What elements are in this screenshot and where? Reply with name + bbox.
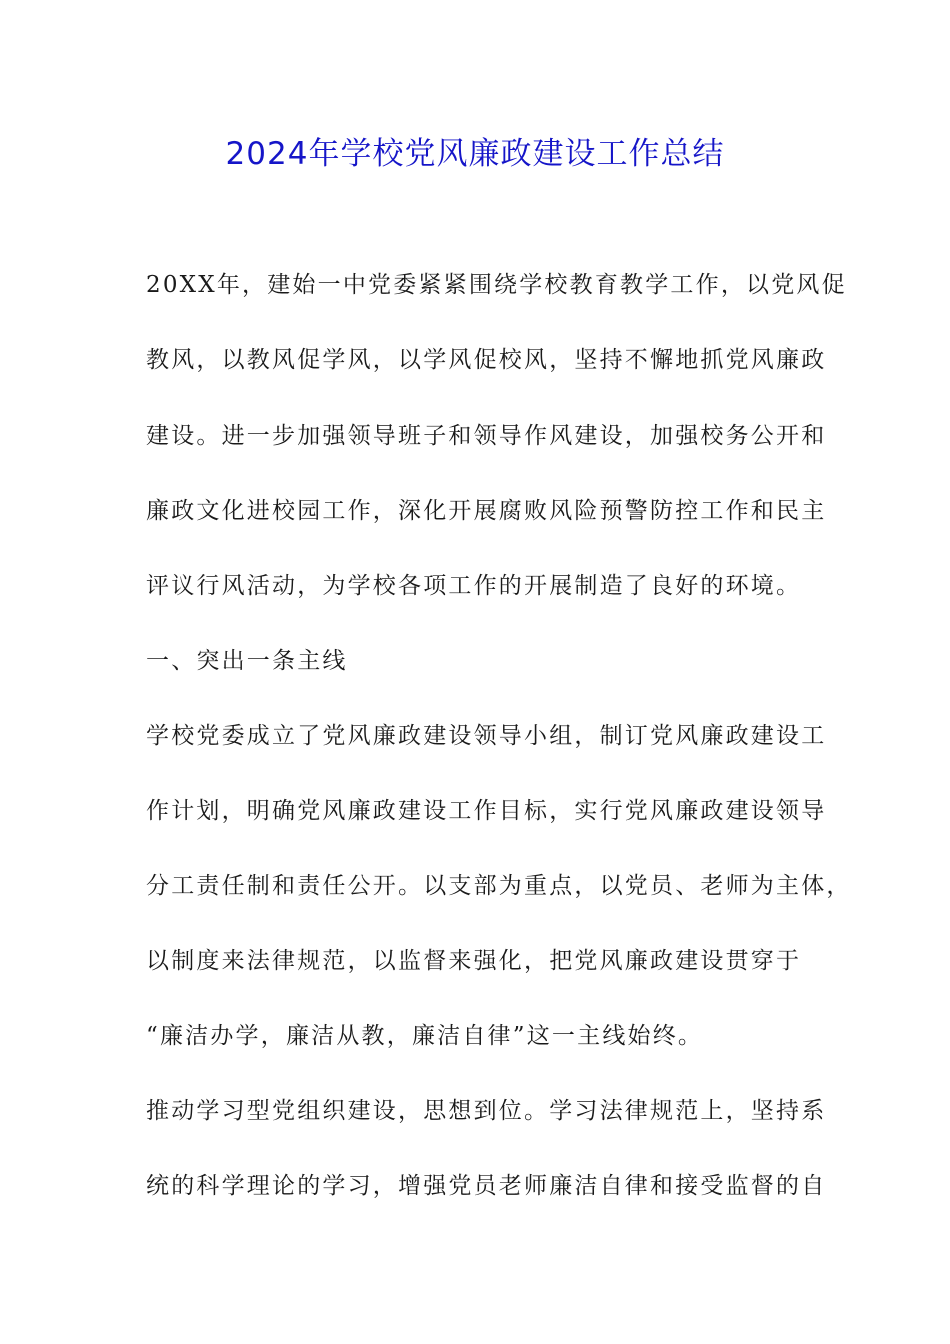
- body-line: 推动学习型党组织建设，思想到位。学习法律规范上，坚持系: [146, 1098, 827, 1124]
- body-line: 建设。进一步加强领导班子和领导作风建设，加强校务公开和: [146, 423, 827, 449]
- section-heading: 一、突出一条主线: [146, 648, 348, 674]
- body-line: 20XX年，建始一中党委紧紧围绕学校教育教学工作，以党风促: [146, 272, 847, 298]
- document-title: 2024年学校党风廉政建设工作总结: [225, 136, 725, 172]
- body-line: 以制度来法律规范，以监督来强化，把党风廉政建设贯穿于: [146, 948, 802, 974]
- body-line: 统的科学理论的学习，增强党员老师廉洁自律和接受监督的自: [146, 1173, 827, 1199]
- body-line: 分工责任制和责任公开。以支部为重点，以党员、老师为主体，: [146, 873, 852, 899]
- body-line: 作计划，明确党风廉政建设工作目标，实行党风廉政建设领导: [146, 798, 827, 824]
- body-line: 学校党委成立了党风廉政建设领导小组，制订党风廉政建设工: [146, 723, 827, 749]
- body-line: 廉政文化进校园工作，深化开展腐败风险预警防控工作和民主: [146, 498, 827, 524]
- body-line: “廉洁办学，廉洁从教，廉洁自律”这一主线始终。: [146, 1023, 704, 1049]
- body-line: 教风，以教风促学风，以学风促校风，坚持不懈地抓党风廉政: [146, 347, 827, 373]
- body-line: 评议行风活动，为学校各项工作的开展制造了良好的环境。: [146, 573, 802, 599]
